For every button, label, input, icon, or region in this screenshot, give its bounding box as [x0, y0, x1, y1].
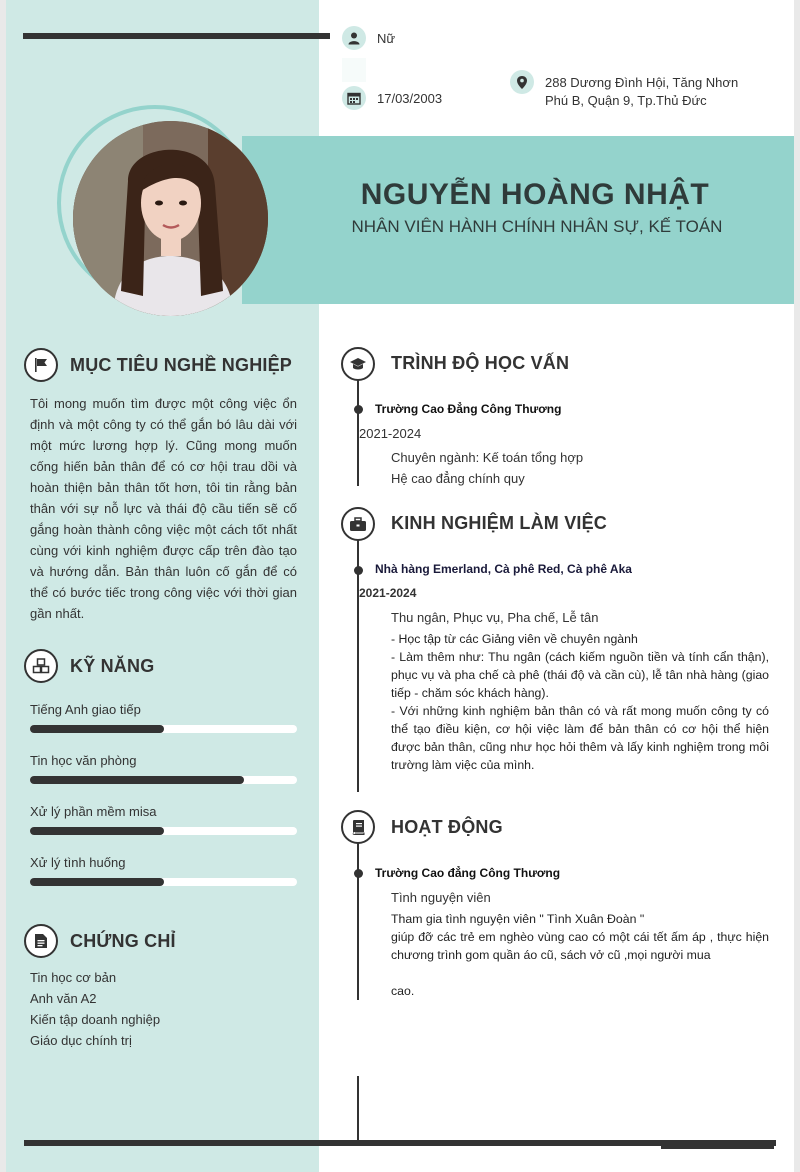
flag-icon: [24, 348, 58, 382]
education-major: Chuyên ngành: Kế toán tổng hợp: [391, 450, 584, 465]
address-line-2: Phú B, Quận 9, Tp.Thủ Đức: [545, 93, 707, 108]
skill-label: Xử lý phần mềm misa: [30, 804, 157, 819]
activities-line-3: cao.: [391, 984, 415, 998]
skill-label: Xử lý tình huống: [30, 855, 126, 870]
top-divider: [23, 33, 330, 39]
birth-date: 17/03/2003: [377, 91, 443, 106]
experience-title: KINH NGHIỆM LÀM VIỆC: [391, 513, 608, 533]
gender-icon: [342, 26, 366, 50]
profile-photo: [73, 121, 268, 316]
experience-detail: - Với những kinh nghiệm bản thân có và rất mong muốn công ty có thể tạo điều kiện, cơ hội việc làm để bản thân có cơ hội thể hiện được bản thân, cũng như học hỏi thêm và lấy kinh nghiệm trong môi trường làm việc của mình.: [391, 704, 769, 772]
briefcase-icon: [341, 507, 375, 541]
bottom-divider-accent: [661, 1146, 774, 1149]
skills-title: KỸ NĂNG: [70, 656, 155, 676]
activities-line-1: Tham gia tình nguyện viên " Tình Xuân Đoàn ": [391, 912, 645, 926]
candidate-name: NGUYỄN HOÀNG NHẬT: [360, 178, 710, 211]
blank-contact-icon: [342, 58, 366, 82]
education-school: Trường Cao Đẳng Công Thương: [375, 402, 562, 416]
gender-text: Nữ: [377, 31, 396, 46]
experience-company: Nhà hàng Emerland, Cà phê Red, Cà phê Aka: [375, 562, 632, 576]
skill-label: Tiếng Anh giao tiếp: [30, 702, 141, 717]
skill-bar-fill: [30, 776, 244, 784]
education-system: Hệ cao đẳng chính quy: [391, 471, 525, 486]
timeline-dot: [354, 566, 363, 575]
certificate-item: Anh văn A2: [30, 991, 97, 1006]
skill-bar-fill: [30, 725, 164, 733]
activities-org: Trường Cao đẳng Công Thương: [375, 866, 561, 880]
education-years: 2021-2024: [359, 426, 422, 441]
experience-years: 2021-2024: [359, 586, 417, 600]
activities-title: HOẠT ĐỘNG: [391, 817, 503, 837]
activities-role: Tình nguyện viên: [391, 890, 491, 905]
certificate-item: Tin học cơ bản: [30, 970, 117, 985]
resume-page: [6, 0, 794, 1172]
activities-line-2: giúp đỡ các trẻ em nghèo vùng cao có một cái tết ấm áp , thực hiện chương trình gom quần áo cũ, sách vở cũ ,mọi người mua: [391, 930, 769, 962]
activities-timeline: [357, 842, 359, 1000]
address-line-1: 288 Dương Đình Hội, Tăng Nhơn: [545, 75, 739, 90]
document-icon: [24, 924, 58, 958]
skill-bar: [30, 878, 297, 886]
book-icon: [341, 810, 375, 844]
skill-bar: [30, 776, 297, 784]
certificates-title: CHỨNG CHỈ: [70, 931, 176, 951]
cubes-icon: [24, 649, 58, 683]
timeline-dot: [354, 405, 363, 414]
location-icon: [510, 70, 534, 94]
skill-bar: [30, 827, 297, 835]
certificate-item: Giáo dục chính trị: [30, 1033, 132, 1048]
skill-bar-fill: [30, 827, 164, 835]
education-title: TRÌNH ĐỘ HỌC VẤN: [391, 353, 570, 373]
skill-bar-fill: [30, 878, 164, 886]
calendar-icon: [342, 86, 366, 110]
certificate-item: Kiến tập doanh nghiệp: [30, 1012, 161, 1027]
objective-title: MỤC TIÊU NGHỀ NGHIỆP: [70, 355, 293, 375]
experience-detail: - Học tập từ các Giảng viên về chuyên ngành: [391, 632, 638, 646]
graduation-cap-icon: [341, 347, 375, 381]
timeline-dot: [354, 869, 363, 878]
candidate-role: NHÂN VIÊN HÀNH CHÍNH NHÂN SỰ, KẾ TOÁN: [351, 217, 723, 236]
skill-bar: [30, 725, 297, 733]
bottom-timeline: [357, 1076, 359, 1142]
objective-text: Tôi mong muốn tìm được một công việc ổn định và một công ty có thể gắn bó lâu dài với một mức lương hợp lý. Cũng mong muốn cống hiến bản thân để có cơ hội trau dồi và hoàn thiện bản thân tốt hơn, tôi tin rằng bản thân với sự nỗ lực và thái độ cầu tiến sẽ cố gắng hoàn thành công việc một cách tốt nhất cùng với kinh nghiệm được cấp trên đào tạo và hướng dẫn. Bản thân luôn cố gắn để có thể có bước tiếc trong công việc với thời gian gần nhất.: [30, 396, 297, 621]
skill-label: Tin học văn phòng: [30, 753, 137, 768]
experience-timeline: [357, 540, 359, 792]
experience-detail: - Làm thêm như: Thu ngân (cách kiếm nguồn tiền và tính cẩn thận), phục vụ và pha chế cà phê (thái độ và cần cù), lễ tân nhà hàng (giao tiếp - chăm sóc khách hàng).: [391, 650, 769, 700]
experience-position: Thu ngân, Phục vụ, Pha chế, Lễ tân: [391, 610, 599, 625]
